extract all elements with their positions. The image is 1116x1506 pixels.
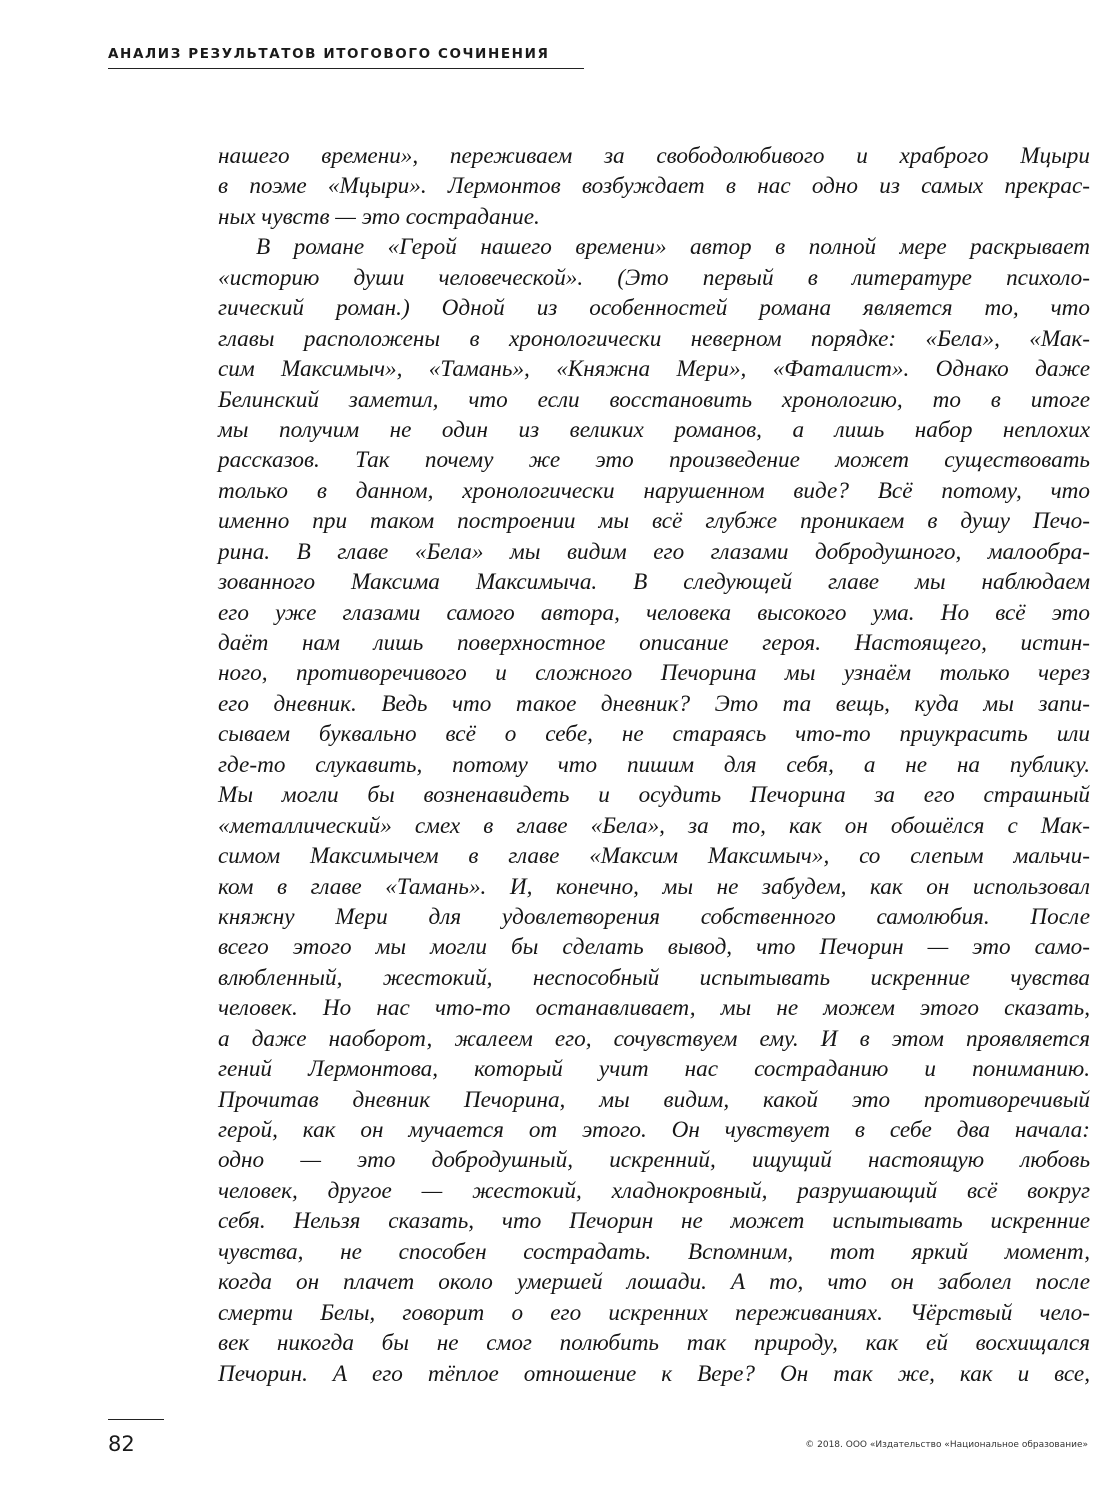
text-line: княжну Мери для удовлетворения собственного самолюбия. После <box>218 903 1090 930</box>
text-line: В романе «Герой нашего времени» автор в полной мере раскрывает <box>256 234 1090 261</box>
text-line: смерти Белы, говорит о его искренних переживаниях. Чёрствый чело- <box>218 1299 1090 1326</box>
text-line: его дневник. Ведь что такое дневник? Это та вещь, куда мы запи- <box>218 690 1090 717</box>
text-line: симом Максимычем в главе «Максим Максимыч», со слепым мальчи- <box>218 843 1090 870</box>
running-header <box>108 46 584 69</box>
text-line: когда он плачет около умершей лошади. А то, что он заболел после <box>218 1269 1090 1296</box>
text-line: даёт нам лишь поверхностное описание героя. Настоящего, истин- <box>218 630 1090 656</box>
text-line: век никогда бы не смог полюбить так природу, как ей восхищался <box>218 1330 1090 1357</box>
text-line: зованного Максима Максимыча. В следующей главе мы наблюдаем <box>218 569 1090 596</box>
text-line: Прочитав дневник Печорина, мы видим, какой это противоречивый <box>218 1086 1090 1113</box>
page-number: 82 <box>108 1432 135 1456</box>
text-line: «металлический» смех в главе «Бела», за то, как он обошёлся с Мак- <box>218 812 1090 839</box>
text-line: рассказов. Так почему же это произведение может существовать <box>218 447 1090 474</box>
text-line: влюбленный, жестокий, неспособный испытывать искренние чувства <box>218 964 1090 991</box>
section-title: АНАЛИЗ РЕЗУЛЬТАТОВ ИТОГОВОГО СОЧИНЕНИЯ <box>108 46 550 62</box>
text-line: человек. Но нас что-то останавливает, мы не можем этого сказать, <box>218 995 1090 1022</box>
text-line: чувства, не способен сострадать. Вспомним, тот яркий момент, <box>218 1238 1090 1265</box>
text-line: герой, как он мучается от этого. Он чувствует в себе два начала: <box>218 1117 1090 1143</box>
page-body <box>218 141 1090 1389</box>
text-line: главы расположены в хронологически неверном порядке: «Бела», «Мак- <box>218 325 1090 352</box>
text-line: только в данном, хронологически нарушенном виде? Всё потому, что <box>218 477 1090 504</box>
text-line: ных чувств — это сострадание. <box>218 203 540 230</box>
text-line: рина. В главе «Бела» мы видим его глазами добродушного, малообра- <box>218 538 1090 565</box>
text-line: ком в главе «Тамань». И, конечно, мы не забудем, как он использовал <box>218 873 1090 900</box>
text-line: мы получим не один из великих романов, а лишь набор неплохих <box>218 416 1090 443</box>
text-line: сим Максимыч», «Тамань», «Княжна Мери», «Фаталист». Однако даже <box>218 356 1090 383</box>
footer-divider <box>108 1419 164 1420</box>
text-line: Печорин. А его тёплое отношение к Вере? Он так же, как и все, <box>218 1360 1090 1387</box>
copyright-notice: © 2018. ООО «Издательство «Национальное образование» <box>805 1440 1088 1450</box>
text-line: именно при таком построении мы всё глубже проникаем в душу Печо- <box>218 508 1090 535</box>
text-line: человек, другое — жестокий, хладнокровный, разрушающий всё вокруг <box>218 1177 1090 1204</box>
text-line: в поэме «Мцыри». Лермонтов возбуждает в нас одно из самых прекрас- <box>218 173 1090 200</box>
text-line: одно — это добродушный, искренний, ищущий настоящую любовь <box>218 1147 1090 1174</box>
text-line: себя. Нельзя сказать, что Печорин не может испытывать искренние <box>218 1208 1090 1235</box>
text-line: Мы могли бы возненавидеть и осудить Печорина за его страшный <box>218 782 1090 809</box>
text-line: его уже глазами самого автора, человека высокого ума. Но всё это <box>218 599 1090 626</box>
text-line: Белинский заметил, что если восстановить хронологию, то в итоге <box>218 386 1090 413</box>
text-line: гический роман.) Одной из особенностей романа является то, что <box>218 295 1090 322</box>
text-line: сываем буквально всё о себе, не стараясь что-то приукрасить или <box>218 721 1090 748</box>
text-line: «историю души человеческой». (Это первый в литературе психоло- <box>218 264 1090 291</box>
text-line: где-то слукавить, потому что пишим для себя, а не на публику. <box>218 751 1090 778</box>
text-line: ного, противоречивого и сложного Печорина мы узнаём только через <box>218 660 1090 687</box>
text-line: гений Лермонтова, который учит нас состраданию и пониманию. <box>218 1056 1090 1083</box>
text-line: нашего времени», переживаем за свободолюбивого и храброго Мцыри <box>218 143 1090 169</box>
text-line: всего этого мы могли бы сделать вывод, что Печорин — это само- <box>218 934 1090 961</box>
text-line: а даже наоборот, жалеем его, сочувствуем ему. И в этом проявляется <box>218 1025 1090 1052</box>
